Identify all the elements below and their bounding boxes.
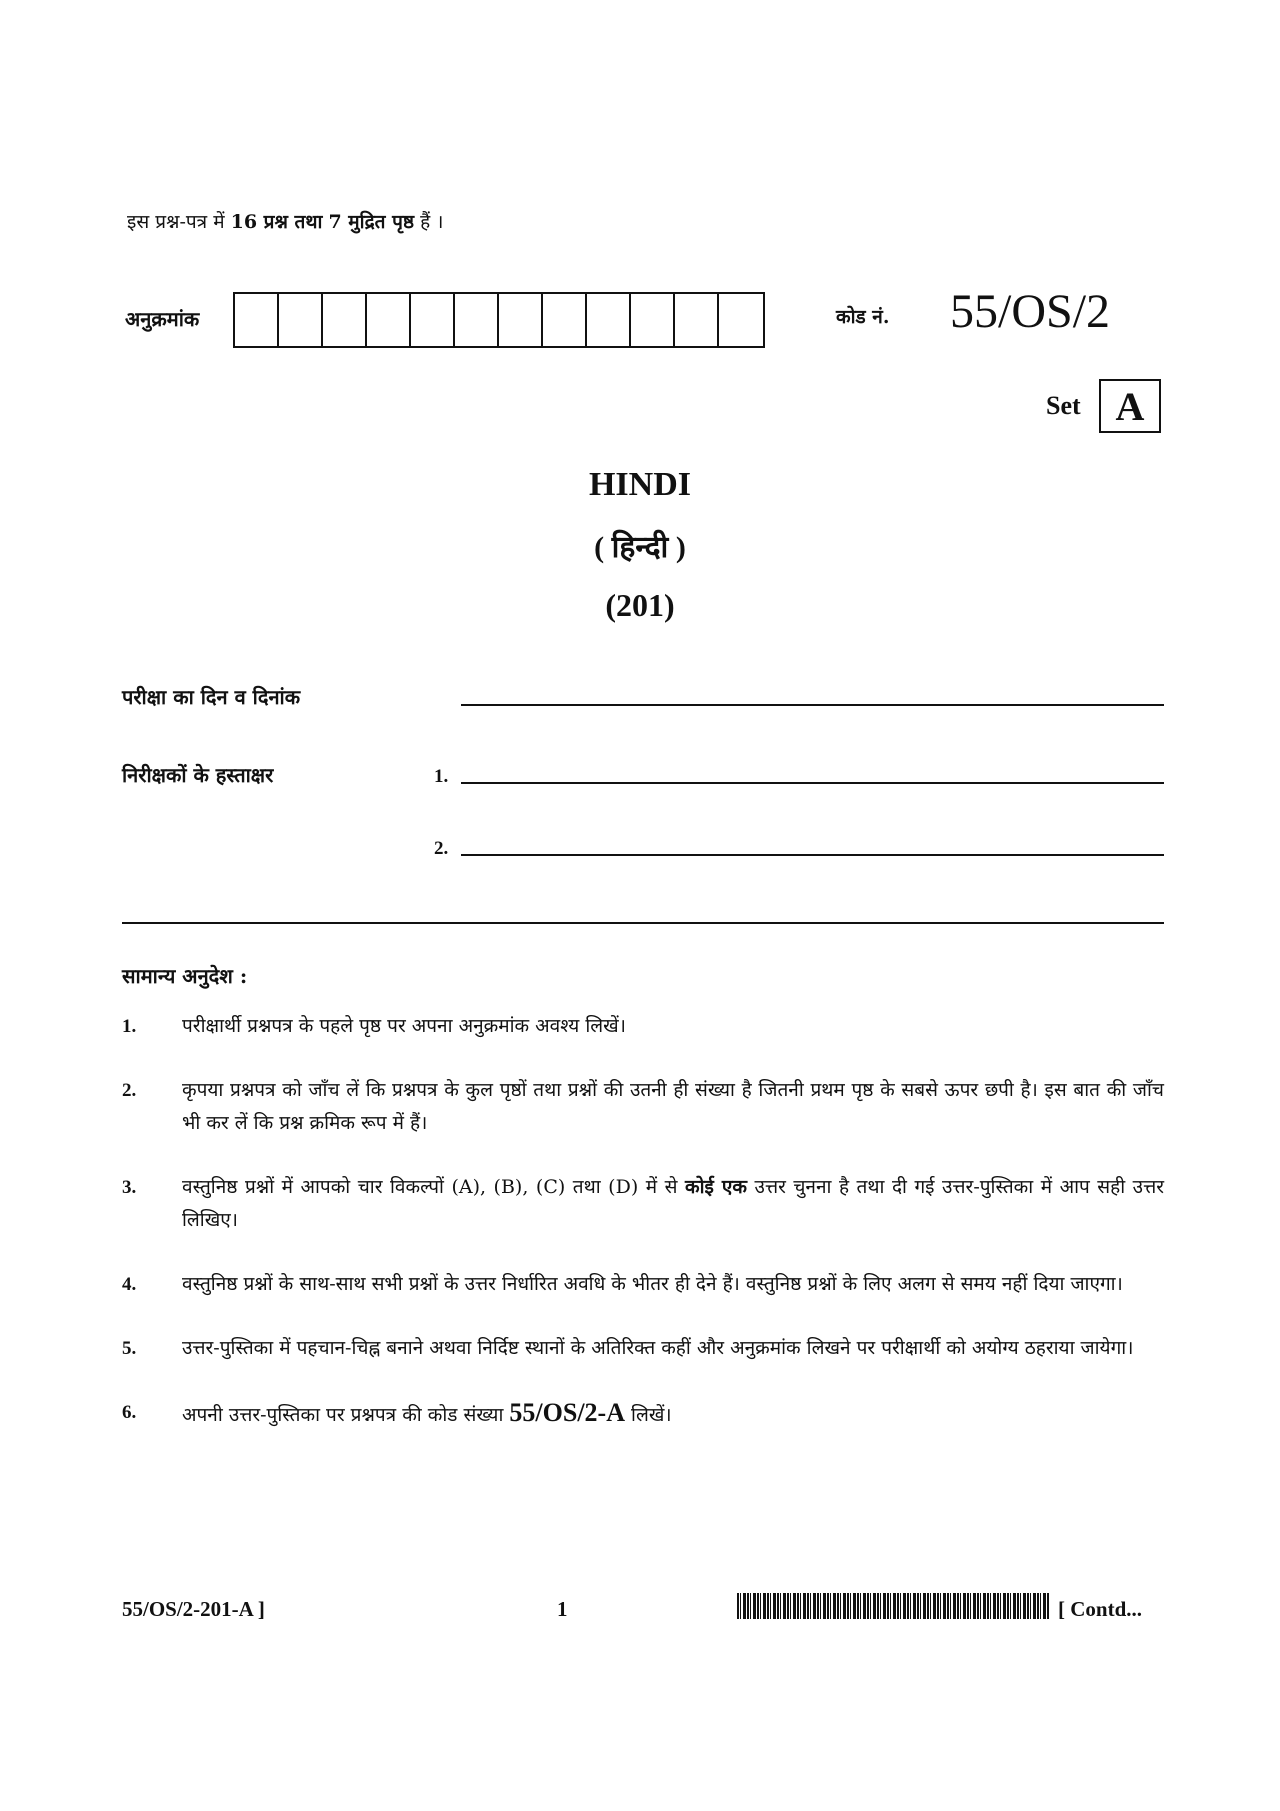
- roll-digit-box[interactable]: [719, 294, 763, 346]
- signature-2-number: 2.: [434, 838, 449, 859]
- subject-title-hindi: ( हिन्दी ): [594, 531, 686, 564]
- roll-digit-box[interactable]: [323, 294, 367, 346]
- instruction-text: अपनी उत्तर-पुस्तिका पर प्रश्नपत्र की कोड संख्या 55/OS/2-A लिखें।: [182, 1398, 672, 1427]
- emphasis-text: कोई एक: [684, 1176, 748, 1198]
- section-divider: [122, 922, 1164, 924]
- instruction-number: 3.: [122, 1177, 137, 1198]
- paper-code: 55/OS/2: [950, 285, 1111, 338]
- answer-code: 55/OS/2-A: [509, 1398, 625, 1427]
- roll-digit-box[interactable]: [235, 294, 279, 346]
- roll-digit-box[interactable]: [543, 294, 587, 346]
- instruction-text: वस्तुनिष्ठ प्रश्नों में आपको चार विकल्पों (A), (B), (C) तथा (D) में से कोई एक उत्तर चुनना है तथा दी गई उत्तर-पुस्तिका में आप सही उत्तर लिखिए।: [182, 1176, 1164, 1231]
- instruction-text: कृपया प्रश्नपत्र को जाँच लें कि प्रश्नपत्र के कुल पृष्ठों तथा प्रश्नों की उतनी ही संख्या है जितनी प्रथम पृष्ठ के सबसे ऊपर छपी है। इस बात की जाँच भी कर लें कि प्रश्न क्रमिक रूप में हैं।: [182, 1079, 1164, 1134]
- instruction-item: [122, 1396, 1164, 1432]
- signature-1-line[interactable]: [461, 782, 1164, 784]
- continued-label: [ Contd...: [1058, 1597, 1143, 1621]
- instruction-item: [122, 1074, 1164, 1140]
- roll-digit-box[interactable]: [499, 294, 543, 346]
- instruction-number: 1.: [122, 1016, 137, 1037]
- instruction-number: 5.: [122, 1338, 137, 1359]
- set-value-box: A: [1099, 379, 1161, 433]
- roll-digit-box[interactable]: [455, 294, 499, 346]
- set-label: Set: [1046, 391, 1081, 420]
- roll-digit-box[interactable]: [411, 294, 455, 346]
- roll-digit-box[interactable]: [675, 294, 719, 346]
- exam-date-line[interactable]: [461, 704, 1164, 706]
- exam-date-label: परीक्षा का दिन व दिनांक: [122, 685, 301, 709]
- page-count-note: इस प्रश्न-पत्र में 16 प्रश्न तथा 7 मुद्रित पृष्ठ हैं ।: [127, 211, 444, 233]
- instruction-text: परीक्षार्थी प्रश्नपत्र के पहले पृष्ठ पर अपना अनुक्रमांक अवश्य लिखें।: [182, 1015, 626, 1037]
- roll-digit-box[interactable]: [279, 294, 323, 346]
- signature-1-number: 1.: [434, 766, 449, 787]
- instruction-item: [122, 1010, 1164, 1043]
- instruction-text: वस्तुनिष्ठ प्रश्नों के साथ-साथ सभी प्रश्नों के उत्तर निर्धारित अवधि के भीतर ही देने हैं। वस्तुनिष्ठ प्रश्नों के लिए अलग से समय नहीं दिया जाएगा।: [182, 1273, 1123, 1295]
- roll-digit-box[interactable]: [367, 294, 411, 346]
- barcode-image: [737, 1593, 1049, 1619]
- subject-code: (201): [605, 587, 675, 623]
- roll-number-boxes[interactable]: [233, 292, 765, 348]
- invigilator-signature-label: निरीक्षकों के हस्ताक्षर: [122, 763, 274, 787]
- instruction-number: 2.: [122, 1080, 137, 1101]
- subject-title-english: HINDI: [588, 466, 692, 503]
- instruction-number: 4.: [122, 1274, 137, 1295]
- instruction-number: 6.: [122, 1402, 137, 1423]
- instruction-text: उत्तर-पुस्तिका में पहचान-चिह्न बनाने अथवा निर्दिष्ट स्थानों के अतिरिक्त कहीं और अनुक्रमांक लिखने पर परीक्षार्थी को अयोग्य ठहराया जायेगा।: [182, 1337, 1134, 1359]
- code-label: कोड नं.: [836, 306, 890, 328]
- signature-2-line[interactable]: [461, 854, 1164, 856]
- instruction-item: [122, 1171, 1164, 1237]
- instructions-title: सामान्य अनुदेश :: [122, 964, 248, 988]
- instructions-list: [122, 1010, 1164, 1463]
- footer-paper-code: 55/OS/2-201-A ]: [122, 1597, 265, 1621]
- instruction-item: [122, 1332, 1164, 1365]
- page-number: 1: [557, 1597, 568, 1621]
- instruction-item: [122, 1268, 1164, 1301]
- roll-digit-box[interactable]: [631, 294, 675, 346]
- roll-digit-box[interactable]: [587, 294, 631, 346]
- roll-number-label: अनुक्रमांक: [125, 307, 200, 331]
